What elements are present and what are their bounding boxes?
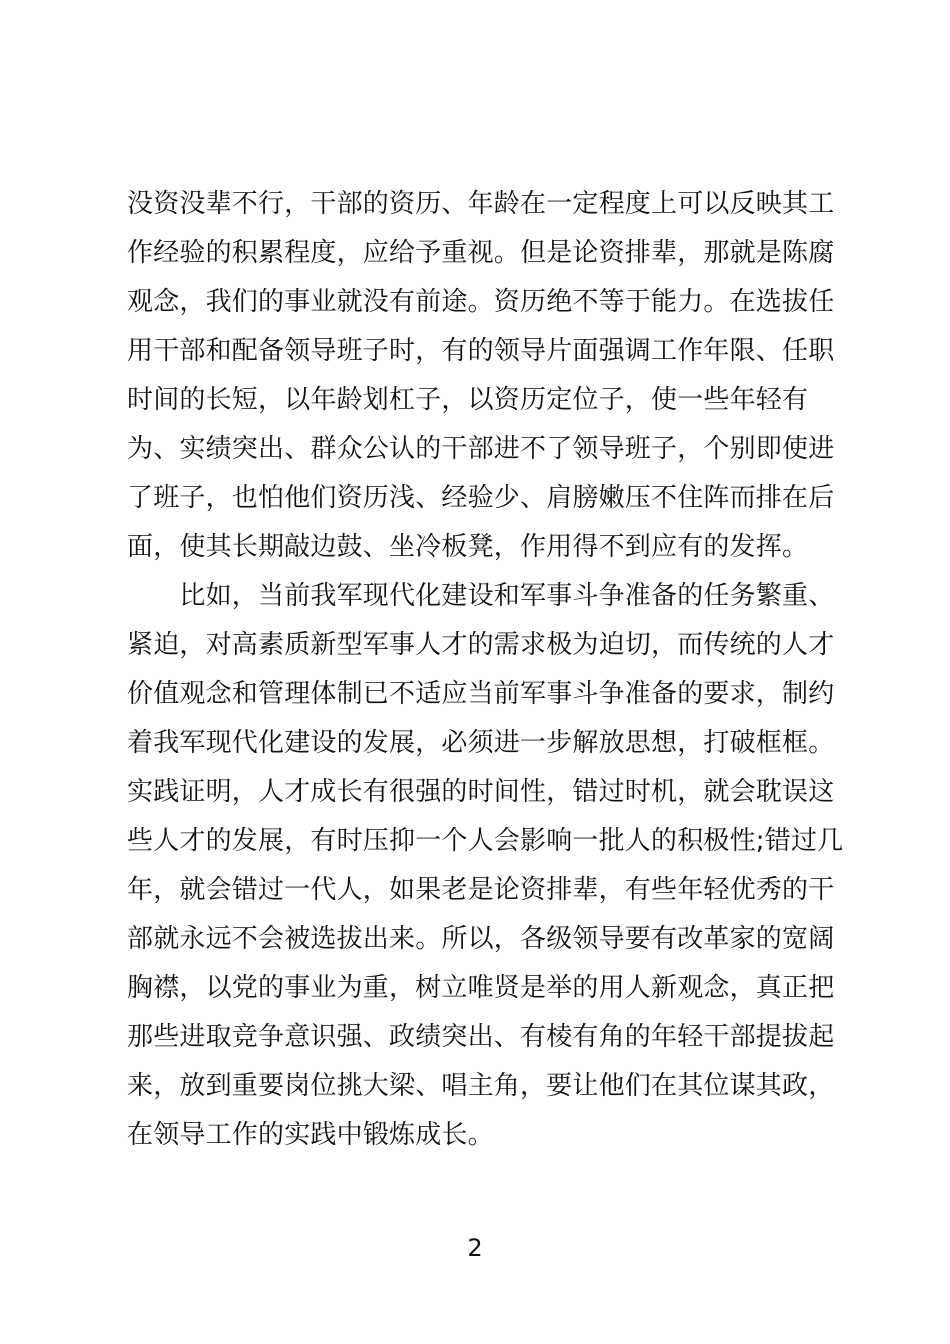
text-line: 部就永远不会被选拔出来。所以，各级领导要有改革家的宽阔 (127, 924, 835, 954)
text-line: 观念，我们的事业就没有前途。资历绝不等于能力。在选拔任 (127, 287, 835, 317)
text-line: 来，放到重要岗位挑大梁、唱主角，要让他们在其位谋其政， (127, 1071, 835, 1101)
text-line: 胸襟，以党的事业为重，树立唯贤是举的用人新观念，真正把 (127, 973, 835, 1003)
text-line: 了班子，也怕他们资历浅、经验少、肩膀嫩压不住阵而排在后 (127, 483, 835, 513)
text-line: 没资没辈不行，干部的资历、年龄在一定程度上可以反映其工 (127, 189, 835, 219)
text-line: 作经验的积累程度，应给予重视。但是论资排辈，那就是陈腐 (127, 238, 835, 268)
text-line: 价值观念和管理体制已不适应当前军事斗争准备的要求，制约 (127, 679, 835, 709)
text-line: 些人才的发展，有时压抑一个人会影响一批人的积极性;错过几 (127, 826, 844, 856)
text-line: 面，使其长期敲边鼓、坐冷板凳，作用得不到应有的发挥。 (127, 532, 809, 562)
text-line: 那些进取竞争意识强、政绩突出、有棱有角的年轻干部提拔起 (127, 1022, 835, 1052)
text-line: 着我军现代化建设的发展，必须进一步解放思想，打破框框。 (127, 728, 835, 758)
text-line: 为、实绩突出、群众公认的干部进不了领导班子，个别即使进 (127, 434, 835, 464)
text-line: 年，就会错过一代人，如果老是论资排辈，有些年轻优秀的干 (127, 875, 835, 905)
text-line: 用干部和配备领导班子时，有的领导片面强调工作年限、任职 (127, 336, 835, 366)
text-line: 实践证明，人才成长有很强的时间性，错过时机，就会耽误这 (127, 777, 835, 807)
paragraph-start-line: 比如，当前我军现代化建设和军事斗争准备的任务繁重、 (127, 581, 835, 611)
text-line: 紧迫，对高素质新型军事人才的需求极为迫切，而传统的人才 (127, 630, 835, 660)
page-number: 2 (467, 1234, 483, 1262)
text-line: 时间的长短，以年龄划杠子，以资历定位子，使一些年轻有 (127, 385, 809, 415)
text-line: 在领导工作的实践中锻炼成长。 (127, 1120, 494, 1150)
